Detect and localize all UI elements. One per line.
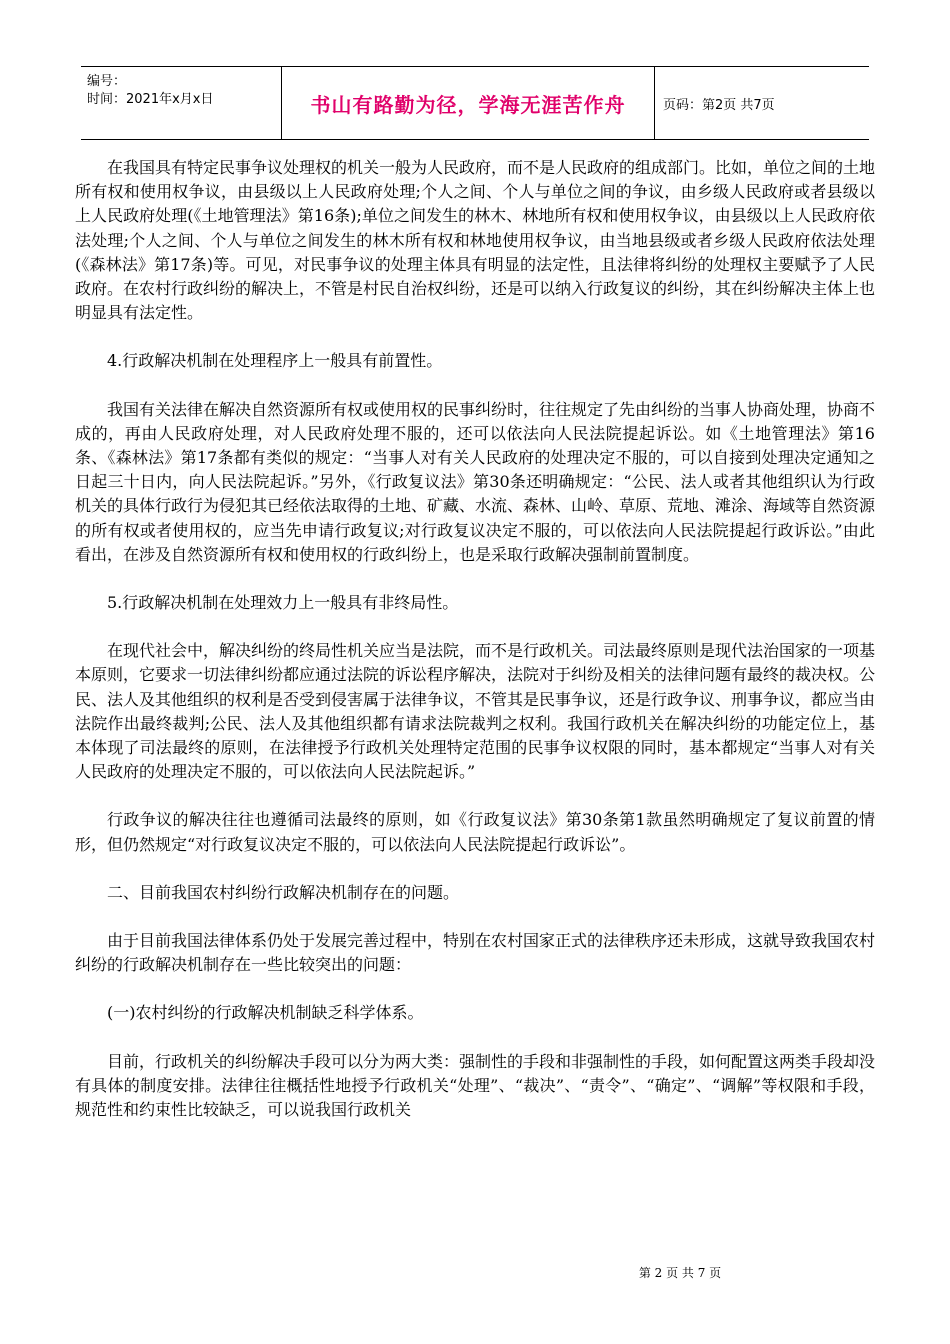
paragraph-1: 在我国具有特定民事争议处理权的机关一般为人民政府，而不是人民政府的组成部门。比如，单位之间的土地所有权和使用权争议，由县级以上人民政府处理;个人之间、个人与单位之间的争议，由乡级人民政府或者县级以上人民政府处理(《土地管理法》第16条);单位之间发生的林木、林地所有权和使用权争议，由县级以上人民政府依法处理;个人之间、个人与单位之间发生的林木所有权和林地使用权争议，由当地县级或者乡级人民政府依法处理(《森林法》第17条)等。可见，对民事争议的处理主体具有明显的法定性，且法律将纠纷的处理权主要赋予了人民政府。在农村行政纠纷的解决上，不管是村民自治权纠纷，还是可以纳入行政复议的纠纷，其在纠纷解决主体上也明显具有法定性。: [75, 158, 876, 323]
page-footer: [0, 1264, 950, 1281]
header-page-label: 页码：第2页 共7页: [663, 97, 775, 113]
document-number-label: 编号：: [87, 74, 127, 89]
header-page-cell: [655, 67, 869, 139]
header-motto: 书山有路勤为径，学海无涯苦作舟: [310, 92, 626, 117]
paragraph-4: 行政争议的解决往往也遵循司法最终的原则，如《行政复议法》第30条第1款虽然明确规定了复议前置的情形，但仍然规定“对行政复议决定不服的，可以依法向人民法院提起行政诉讼”。: [75, 810, 875, 854]
heading-point-5: 5.行政解决机制在处理效力上一般具有非终局性。: [107, 593, 459, 613]
document-header: [81, 66, 869, 140]
header-motto-cell: [281, 67, 655, 139]
paragraph-5: 由于目前我国法律体系仍处于发展完善过程中，特别在农村国家正式的法律秩序还未形成，这就导致我国农村纠纷的行政解决机制存在一些比较突出的问题：: [75, 931, 876, 975]
subsection-heading-1: (一)农村纠纷的行政解决机制缺乏科学体系。: [107, 1003, 424, 1023]
heading-point-4: 4.行政解决机制在处理程序上一般具有前置性。: [107, 351, 443, 371]
paragraph-3: 在现代社会中，解决纠纷的终局性机关应当是法院，而不是行政机关。司法最终原则是现代法治国家的一项基本原则，它要求一切法律纠纷都应通过法院的诉讼程序解决，法院对于纠纷及相关的法律问题有最终的裁决权。公民、法人及其他组织的权利是否受到侵害属于法律争议，不管其是民事争议，还是行政争议、刑事争议，都应当由法院作出最终裁判;公民、法人及其他组织都有请求法院裁判之权利。我国行政机关在解决纠纷的功能定位上，基本体现了司法最终的原则，在法律授予行政机关处理特定范围的民事争议权限的同时，基本都规定“当事人对有关人民政府的处理决定不服的，可以依法向人民法院起诉。”: [75, 641, 876, 782]
paragraph-6: 目前，行政机关的纠纷解决手段可以分为两大类：强制性的手段和非强制性的手段，如何配置这两类手段却没有具体的制度安排。法律往往概括性地授予行政机关“处理”、“裁决”、“责令”、“确定”、“调解”等权限和手段，规范性和约束性比较缺乏，可以说我国行政机关: [75, 1051, 876, 1120]
paragraph-2: 我国有关法律在解决自然资源所有权或使用权的民事纠纷时，往往规定了先由纠纷的当事人协商处理，协商不成的，再由人民政府处理，对人民政府处理不服的，还可以依法向人民法院提起诉讼。如《土地管理法》第16条、《森林法》第17条都有类似的规定：“当事人对有关人民政府的处理决定不服的，可以自接到处理决定通知之日起三十日内，向人民法院起诉。”另外，《行政复议法》第30条还明确规定：“公民、法人或者其他组织认为行政机关的具体行政行为侵犯其已经依法取得的土地、矿藏、水流、森林、山岭、草原、荒地、滩涂、海域等自然资源的所有权或者使用权的，应当先申请行政复议;对行政复议决定不服的，可以依法向人民法院提起行政诉讼。”由此看出，在涉及自然资源所有权和使用权的行政纠纷上，也是采取行政解决强制前置制度。: [75, 399, 876, 564]
header-meta: [81, 67, 281, 139]
document-time-label: 时间：2021年x月x日: [87, 92, 214, 107]
footer-page-number: 第 2 页 共 7 页: [638, 1266, 722, 1280]
document-body: [75, 156, 875, 1146]
section-heading-2: 二、目前我国农村纠纷行政解决机制存在的问题。: [107, 882, 460, 902]
